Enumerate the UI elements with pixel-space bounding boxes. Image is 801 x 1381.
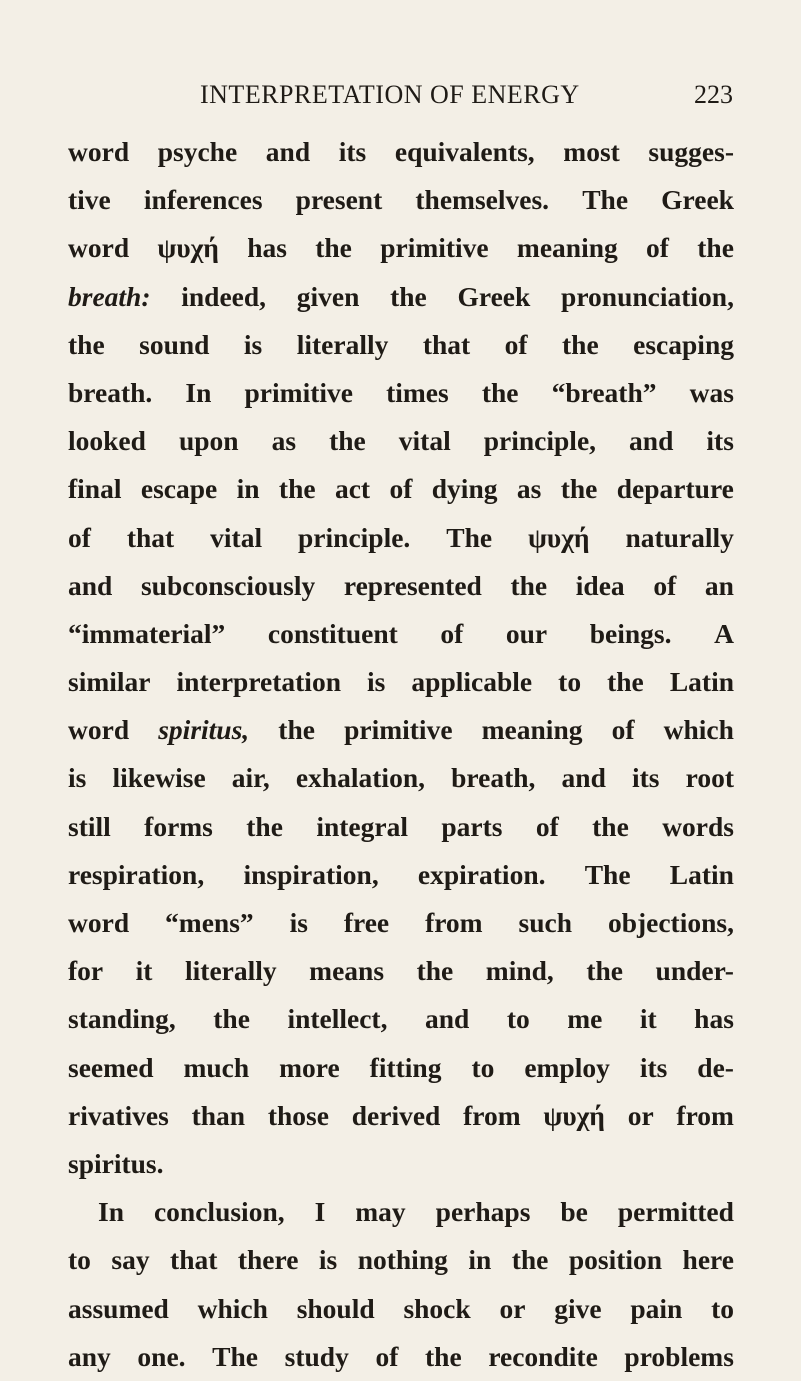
word: Greek: [457, 280, 531, 312]
word: escaping: [633, 328, 734, 360]
word: and: [561, 762, 606, 794]
word: ψυχή: [528, 521, 590, 553]
text-line: [68, 224, 734, 272]
word: literally: [185, 955, 277, 987]
word: In: [98, 1196, 124, 1228]
word: present: [295, 184, 383, 216]
word: those: [267, 1099, 329, 1131]
word: primitive: [244, 376, 353, 408]
word: The: [212, 1340, 259, 1372]
word: from: [676, 1099, 734, 1131]
word: equivalents,: [394, 136, 535, 167]
word: exhalation,: [295, 762, 425, 794]
word: and: [424, 1003, 470, 1035]
word: is: [289, 907, 308, 938]
word: literally: [296, 328, 389, 360]
word: of: [440, 617, 464, 649]
text-line: [68, 273, 734, 321]
word: to: [711, 1292, 734, 1324]
word: permitted: [617, 1196, 734, 1228]
word: which: [663, 714, 734, 746]
word: ψυχή: [157, 232, 219, 264]
word: of: [375, 1340, 399, 1372]
running-head-title: INTERPRETATION OF ENERGY: [200, 80, 580, 109]
word: the: [246, 810, 283, 842]
text-line: [68, 321, 734, 369]
word: which: [197, 1292, 268, 1324]
text-line: [68, 803, 734, 851]
word: the: [425, 1340, 462, 1372]
word: the: [390, 280, 427, 312]
word: that: [170, 1244, 218, 1276]
word: that: [126, 521, 175, 553]
word: air,: [231, 762, 270, 794]
word: still: [68, 810, 111, 842]
word: interpretation: [176, 666, 341, 698]
word: spiritus.: [68, 1147, 164, 1179]
word: the: [511, 1244, 549, 1276]
word: respiration,: [68, 858, 205, 890]
word: the: [697, 232, 734, 264]
word: principle.: [298, 521, 411, 553]
word: ψυχή: [543, 1099, 605, 1131]
word: give: [554, 1292, 602, 1324]
word: perhaps: [435, 1196, 531, 1228]
word: much: [183, 1051, 250, 1083]
word: it: [135, 955, 153, 987]
running-head: [0, 80, 801, 120]
word: may: [355, 1196, 406, 1228]
word: of: [646, 232, 669, 264]
text-line: [68, 176, 734, 224]
text-line: [68, 514, 734, 562]
word: inferences: [143, 184, 263, 216]
word: recondite: [488, 1340, 598, 1372]
word: was: [689, 376, 734, 408]
text-line: [68, 947, 734, 995]
word: is: [367, 666, 386, 698]
text-line: [68, 369, 734, 417]
word: The: [446, 521, 493, 553]
word: word: [68, 136, 130, 167]
word: pain: [630, 1292, 683, 1324]
word: The: [584, 858, 631, 890]
word: from: [463, 1099, 521, 1131]
word: has: [694, 1003, 734, 1035]
word: tive: [68, 184, 111, 216]
word: word: [68, 714, 130, 746]
word: and: [68, 569, 113, 601]
word: conclusion,: [153, 1196, 285, 1228]
text-line: [68, 706, 734, 754]
text-line: [68, 1285, 734, 1333]
word: it: [639, 1003, 657, 1035]
word: nothing: [357, 1244, 448, 1276]
word: primitive: [344, 714, 453, 746]
word: most: [563, 136, 620, 167]
word: for: [68, 955, 104, 987]
word: subconsciously: [140, 569, 316, 601]
word: word: [68, 232, 130, 264]
word: A: [714, 617, 734, 649]
word: and: [265, 136, 311, 167]
text-line: [68, 658, 734, 706]
word: beings.: [589, 617, 672, 649]
word: the: [278, 714, 315, 746]
word: the: [329, 425, 366, 457]
word: vital: [210, 521, 263, 553]
word: the: [510, 569, 548, 601]
word: mind,: [485, 955, 554, 987]
word: principle,: [483, 425, 597, 457]
text-line: [68, 1188, 734, 1236]
text-line: [68, 899, 734, 947]
word: the: [278, 473, 316, 505]
text-line: [68, 754, 734, 802]
word: is: [318, 1244, 338, 1276]
word: primitive: [380, 232, 489, 264]
text-line: [68, 1092, 734, 1140]
word: from: [425, 907, 483, 938]
word: that: [422, 328, 471, 360]
word: meaning: [516, 232, 618, 264]
word: the: [315, 232, 352, 264]
word: the: [586, 955, 623, 987]
word: dying: [431, 473, 498, 505]
word: breath,: [451, 762, 536, 794]
word: upon: [178, 425, 239, 457]
text-line: [68, 562, 734, 610]
word: Latin: [669, 858, 734, 890]
word: Greek: [661, 184, 734, 216]
word: any: [68, 1340, 111, 1372]
word: the: [607, 666, 644, 698]
word: Latin: [669, 666, 734, 698]
word: words: [662, 810, 734, 842]
word: “breath”: [551, 376, 657, 408]
word: act: [334, 473, 371, 505]
word: its: [639, 1051, 668, 1083]
word: rivatives: [68, 1099, 169, 1131]
word: shock: [403, 1292, 471, 1324]
word: than: [191, 1099, 246, 1131]
word: objections,: [607, 907, 734, 938]
word: likewise: [112, 762, 206, 794]
word: under-: [655, 955, 734, 987]
word: sound: [139, 328, 210, 360]
word: root: [685, 762, 734, 794]
word: here: [682, 1244, 734, 1276]
word: study: [284, 1340, 349, 1372]
word: breath:: [68, 280, 151, 312]
word: to: [506, 1003, 530, 1035]
word: me: [567, 1003, 603, 1035]
word: applicable: [411, 666, 533, 698]
word: of: [389, 473, 413, 505]
word: of: [653, 569, 677, 601]
word: assumed: [68, 1292, 169, 1324]
word: represented: [343, 569, 482, 601]
word: in: [236, 473, 260, 505]
word: to: [68, 1244, 91, 1276]
text-line: [68, 1140, 734, 1188]
word: breath.: [68, 376, 153, 408]
word: in: [468, 1244, 492, 1276]
word: as: [516, 473, 542, 505]
text-line: [68, 1333, 734, 1381]
text-line: [68, 417, 734, 465]
word: its: [706, 425, 734, 457]
word: vital: [398, 425, 451, 457]
word: should: [296, 1292, 375, 1324]
text-line: [68, 610, 734, 658]
word: parts: [441, 810, 503, 842]
word: intellect,: [287, 1003, 388, 1035]
word: derived: [351, 1099, 441, 1131]
word: standing,: [68, 1003, 176, 1035]
word: themselves.: [415, 184, 550, 216]
word: expiration.: [417, 858, 546, 890]
word: to: [471, 1051, 495, 1083]
word: the: [213, 1003, 250, 1035]
word: similar: [68, 666, 151, 698]
word: of: [611, 714, 635, 746]
word: sugges-: [648, 136, 734, 167]
word: such: [518, 907, 573, 938]
text-line: [68, 465, 734, 513]
word: to: [558, 666, 582, 698]
word: given: [296, 280, 360, 312]
word: inspiration,: [243, 858, 379, 890]
word: there: [237, 1244, 299, 1276]
word: looked: [68, 425, 146, 457]
word: is: [243, 328, 263, 360]
word: its: [632, 762, 660, 794]
word: integral: [316, 810, 408, 842]
text-line: [68, 1236, 734, 1284]
word: naturally: [625, 521, 734, 553]
word: the: [481, 376, 519, 408]
word: and: [629, 425, 674, 457]
word: has: [247, 232, 287, 264]
word: its: [338, 136, 367, 167]
word: the: [560, 473, 598, 505]
word: indeed,: [181, 280, 267, 312]
word: final: [68, 473, 122, 505]
word: The: [582, 184, 629, 216]
word: say: [111, 1244, 150, 1276]
word: of: [68, 521, 91, 553]
word: an: [704, 569, 734, 601]
word: psyche: [157, 136, 238, 167]
word: of: [535, 810, 559, 842]
body-text: [68, 128, 734, 1381]
word: as: [271, 425, 297, 457]
word: free: [343, 907, 390, 938]
text-line: [68, 995, 734, 1043]
word: the: [562, 328, 599, 360]
word: pronunciation,: [561, 280, 734, 312]
word: departure: [616, 473, 734, 505]
word: In: [185, 376, 212, 408]
text-line: [68, 851, 734, 899]
text-line: [68, 128, 734, 176]
word: our: [505, 617, 548, 649]
word: the: [416, 955, 454, 987]
word: one.: [137, 1340, 186, 1372]
word: idea: [575, 569, 625, 601]
word: “mens”: [165, 907, 254, 938]
word: I: [314, 1196, 326, 1228]
word: or: [627, 1099, 654, 1131]
text-line: [68, 1044, 734, 1092]
word: means: [309, 955, 385, 987]
word: be: [560, 1196, 588, 1228]
word: more: [279, 1051, 340, 1083]
word: word: [68, 907, 130, 938]
word: “immaterial”: [68, 617, 226, 649]
word: fitting: [369, 1051, 442, 1083]
word: position: [568, 1244, 663, 1276]
word: the: [592, 810, 629, 842]
word: the: [68, 328, 105, 360]
word: of: [504, 328, 528, 360]
word: spiritus,: [158, 714, 250, 746]
word: seemed: [68, 1051, 154, 1083]
word: forms: [144, 810, 213, 842]
page-number: 223: [694, 80, 733, 109]
word: escape: [140, 473, 218, 505]
word: constituent: [267, 617, 398, 649]
word: employ: [524, 1051, 610, 1083]
word: or: [499, 1292, 526, 1324]
word: meaning: [481, 714, 583, 746]
word: is: [68, 762, 87, 794]
word: problems: [624, 1340, 734, 1372]
word: times: [386, 376, 449, 408]
word: de-: [697, 1051, 734, 1083]
